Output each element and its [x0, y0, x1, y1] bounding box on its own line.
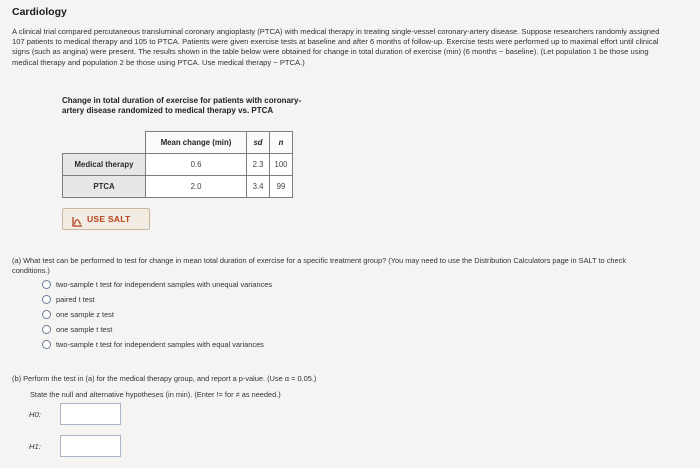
page-title: Cardiology: [12, 6, 67, 18]
table-caption: Change in total duration of exercise for patients with coronary-artery disease randomized to medical therapy vs. PTCA: [62, 96, 302, 115]
table-cell-n: 99: [270, 176, 293, 198]
option-label: two-sample t test for independent samples with unequal variances: [56, 280, 273, 289]
h1-input[interactable]: [60, 435, 121, 457]
h0-label: H0:: [29, 410, 41, 419]
problem-intro: A clinical trial compared percutaneous transluminal coronary angioplasty (PTCA) with medical therapy in treating single-vessel coronary-artery disease. Suppose researchers randomly assigned 107 patients to medical therapy and 105 to PTCA. Patients were given exercise tests at baseline and after 6 months of follow-up. Exercise tests were performed up to maximal effort until clinical signs (such as angina) were present. The results shown in the table below were obtained for change in total duration of exercise (min) (6 months − baseline). (Let population 1 be those using medical therapy and population 2 be those using PTCA. Use medical therapy − PTCA.): [12, 27, 660, 67]
table-cell-mean: 2.0: [146, 176, 247, 198]
option-one-sample-t[interactable]: [42, 322, 272, 337]
radio-button[interactable]: [42, 295, 51, 304]
table-row-label: PTCA: [63, 176, 146, 198]
table-header-row: [63, 132, 293, 154]
use-salt-label: USE SALT: [87, 214, 131, 224]
option-paired-t[interactable]: [42, 292, 272, 307]
option-two-sample-equal[interactable]: [42, 337, 272, 352]
part-b-instruction: State the null and alternative hypotheses (in min). (Enter != for ≠ as needed.): [30, 390, 281, 399]
table-row-label: Medical therapy: [63, 154, 146, 176]
option-one-sample-z[interactable]: [42, 307, 272, 322]
option-label: paired t test: [56, 295, 95, 304]
option-label: two-sample t test for independent samples with equal variances: [56, 340, 264, 349]
table-cell-sd: 3.4: [247, 176, 270, 198]
table-header-n: n: [270, 132, 293, 154]
table-row: [63, 176, 293, 198]
table-header-mean: Mean change (min): [146, 132, 247, 154]
table-cell-mean: 0.6: [146, 154, 247, 176]
radio-button[interactable]: [42, 310, 51, 319]
table-header-blank: [63, 132, 146, 154]
radio-button[interactable]: [42, 325, 51, 334]
option-label: one sample t test: [56, 325, 113, 334]
part-a-options: [42, 277, 272, 352]
table-cell-sd: 2.3: [247, 154, 270, 176]
part-b-question: (b) Perform the test in (a) for the medical therapy group, and report a p-value. (Use α = 0.05.): [12, 374, 317, 383]
use-salt-button[interactable]: [62, 208, 150, 230]
part-a-question: (a) What test can be performed to test for change in mean total duration of exercise for a specific treatment group? (You may need to use the Distribution Calculators page in SALT to check conditions.): [12, 256, 627, 275]
table-row: [63, 154, 293, 176]
option-label: one sample z test: [56, 310, 114, 319]
table-header-sd: sd: [247, 132, 270, 154]
h1-label: H1:: [29, 442, 41, 451]
salt-chart-icon: [72, 214, 83, 225]
option-two-sample-unequal[interactable]: [42, 277, 272, 292]
data-table: [62, 131, 293, 198]
table-cell-n: 100: [270, 154, 293, 176]
h0-input[interactable]: [60, 403, 121, 425]
radio-button[interactable]: [42, 340, 51, 349]
radio-button[interactable]: [42, 280, 51, 289]
